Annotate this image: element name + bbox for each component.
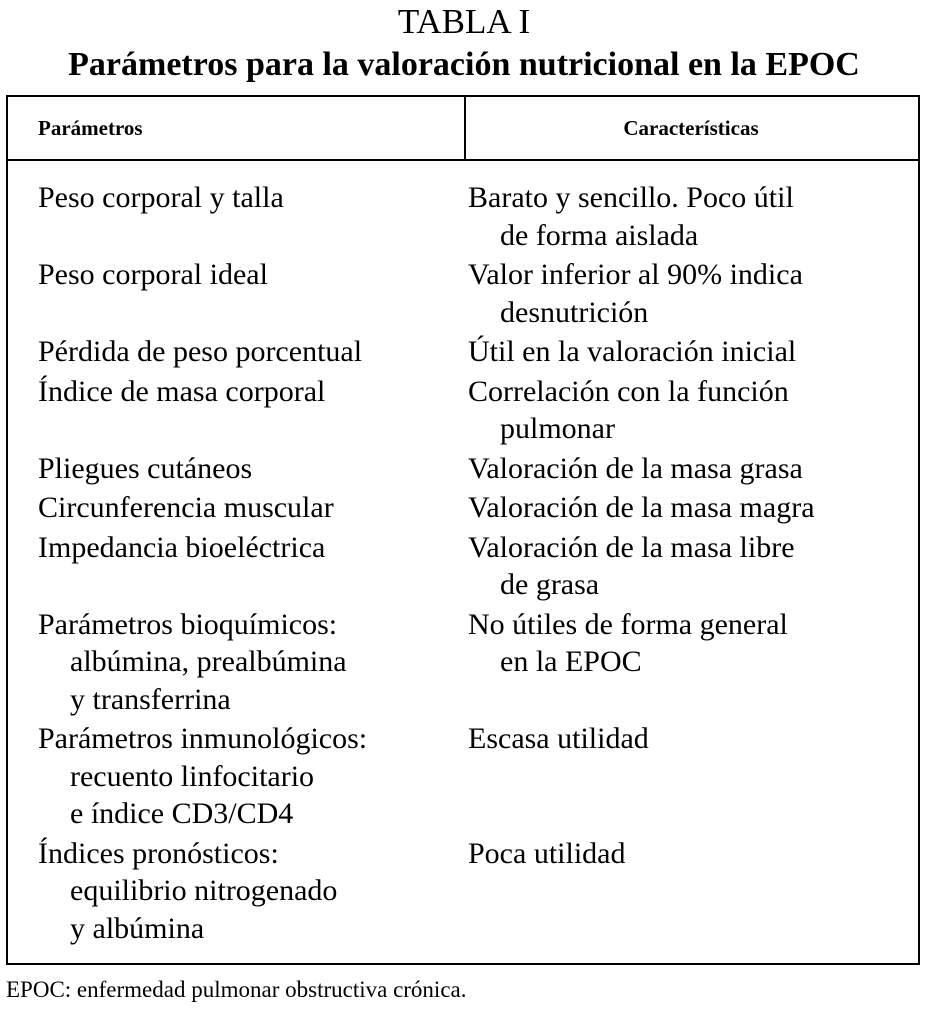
characteristics-line: Correlación con la función: [468, 374, 789, 408]
characteristics-cell: [468, 256, 918, 331]
table-title: Parámetros para la valoración nutricional en la EPOC: [68, 46, 860, 83]
parameter-cell: [8, 450, 468, 488]
parameter-line: Circunferencia muscular: [38, 491, 334, 524]
parameter-line: Pérdida de peso porcentual: [38, 335, 363, 368]
table-row: [8, 373, 918, 448]
parameter-line: Peso corporal y talla: [38, 181, 284, 214]
parameter-cell: [8, 373, 468, 448]
characteristics-cell: [468, 529, 918, 604]
parameter-cell: [8, 489, 468, 527]
parameter-line: y transferrina: [70, 682, 231, 716]
parameter-line: Índice de masa corporal: [38, 374, 326, 408]
parameter-cell: [8, 835, 468, 948]
parameter-cell: [8, 179, 468, 254]
parameter-line: e índice CD3/CD4: [70, 797, 294, 830]
characteristics-cell: [468, 179, 918, 254]
parameter-line: albúmina, prealbúmina: [70, 645, 347, 678]
characteristics-line: Valoración de la masa grasa: [468, 451, 803, 485]
table-label: TABLA I: [397, 2, 531, 41]
table-row: [8, 256, 918, 331]
table-footnote: EPOC: enfermedad pulmonar obstructiva crónica.: [6, 977, 467, 1002]
parameter-line: Índices pronósticos:: [38, 836, 279, 870]
characteristics-line: en la EPOC: [500, 645, 642, 678]
table-body: [8, 179, 918, 949]
table-row: [8, 529, 918, 604]
characteristics-line: de grasa: [500, 568, 600, 601]
parameter-cell: [8, 606, 468, 719]
characteristics-line: Valoración de la masa magra: [468, 491, 815, 524]
characteristics-line: Escasa utilidad: [468, 722, 649, 755]
parameter-cell: [8, 256, 468, 331]
characteristics-line: Valor inferior al 90% indica: [468, 258, 803, 291]
parameter-line: recuento linfocitario: [70, 759, 315, 793]
characteristics-line: pulmonar: [500, 412, 615, 445]
parameter-line: y albúmina: [70, 911, 205, 945]
characteristics-line: desnutrición: [500, 295, 649, 329]
characteristics-cell: [468, 450, 918, 488]
characteristics-line: de forma aislada: [500, 218, 699, 252]
table-row: [8, 333, 918, 371]
characteristics-line: Poca utilidad: [468, 836, 626, 870]
parameter-line: Parámetros bioquímicos:: [38, 607, 338, 641]
header-caracteristicas: Características: [623, 116, 759, 140]
parameter-line: equilibrio nitrogenado: [70, 874, 338, 907]
characteristics-line: Barato y sencillo. Poco útil: [468, 181, 794, 214]
parameter-line: Impedancia bioeléctrica: [38, 530, 326, 564]
parameter-cell: [8, 529, 468, 604]
table-row: [8, 835, 918, 948]
table-row: [8, 450, 918, 488]
table-row: [8, 179, 918, 254]
characteristics-cell: [468, 373, 918, 448]
header-parametros: Parámetros: [38, 116, 143, 140]
nutrition-parameters-table: [6, 95, 920, 965]
characteristics-cell: [468, 333, 918, 371]
characteristics-cell: [468, 720, 918, 833]
characteristics-line: Valoración de la masa libre: [468, 530, 795, 564]
characteristics-cell: [468, 489, 918, 527]
parameter-line: Peso corporal ideal: [38, 258, 268, 291]
parameter-cell: [8, 720, 468, 833]
table-row: [8, 720, 918, 833]
characteristics-line: No útiles de forma general: [468, 607, 788, 641]
table-row: [8, 489, 918, 527]
table-row: [8, 606, 918, 719]
parameter-cell: [8, 333, 468, 371]
characteristics-cell: [468, 835, 918, 948]
table-header-row: [8, 97, 918, 161]
characteristics-line: Útil en la valoración inicial: [468, 335, 797, 368]
characteristics-cell: [468, 606, 918, 719]
parameter-line: Parámetros inmunológicos:: [38, 722, 368, 755]
parameter-line: Pliegues cutáneos: [38, 451, 253, 485]
